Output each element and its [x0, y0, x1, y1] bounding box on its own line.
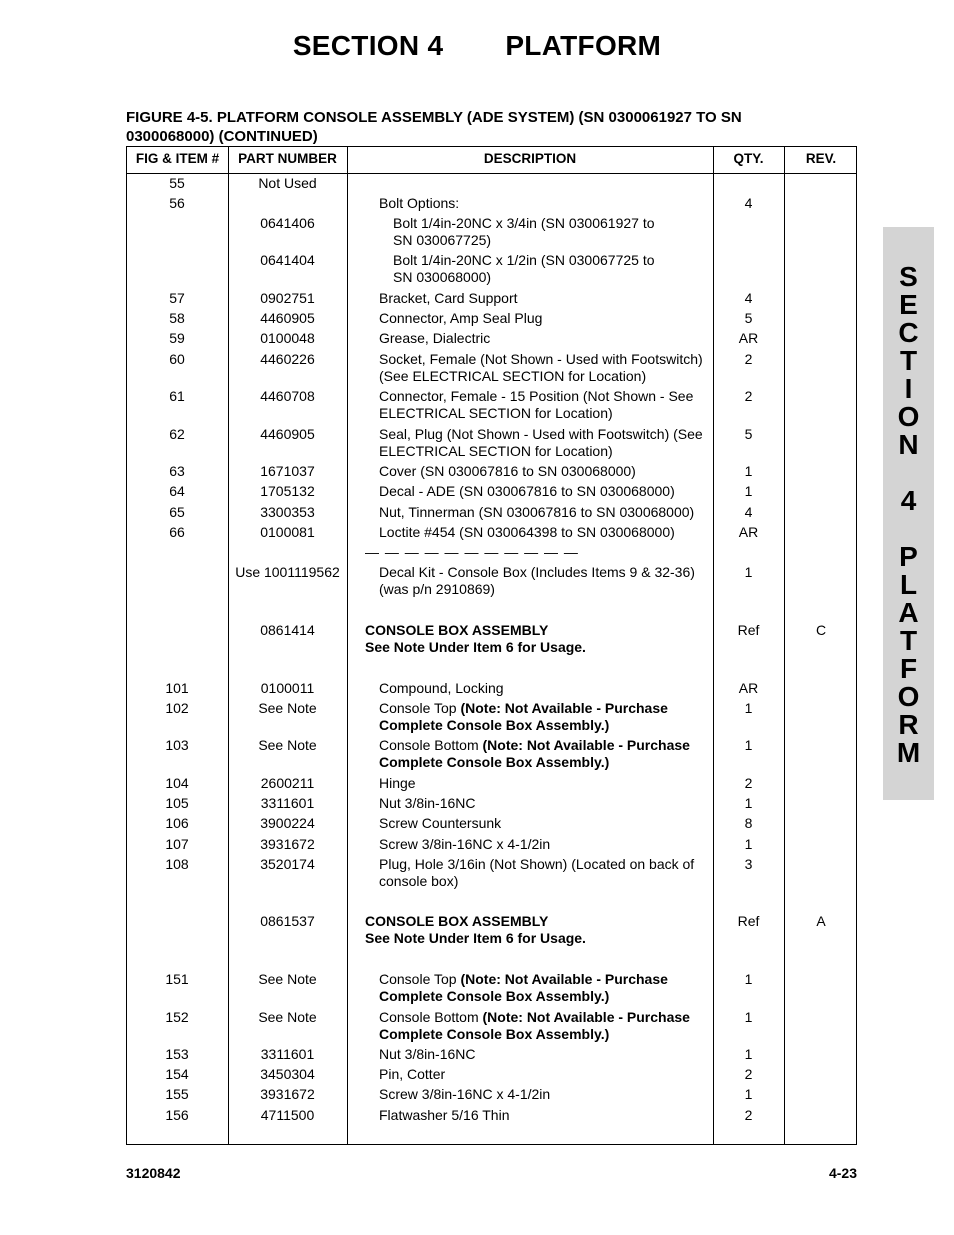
side-tab-letter: T [899, 345, 918, 376]
description [379, 737, 709, 771]
description-text: Grease, Dialectric [379, 330, 491, 346]
description [379, 524, 709, 541]
side-tab-letter: O [897, 681, 920, 712]
item-number: 105 [165, 795, 189, 811]
description [365, 913, 705, 947]
part-number: See Note [258, 971, 317, 987]
description-line-2: (See ELECTRICAL SECTION for Location) [379, 368, 647, 384]
description-note: (Note: Not Available - Purchase [460, 971, 668, 987]
item-number: 107 [165, 836, 189, 852]
item-number: 56 [169, 195, 185, 211]
quantity: 4 [744, 290, 753, 306]
quantity: 3 [744, 856, 753, 872]
item-number: 61 [169, 388, 185, 404]
description [379, 504, 709, 521]
side-tab-letter: L [899, 569, 918, 600]
item-number: 153 [165, 1046, 189, 1062]
part-number: 3311601 [260, 1046, 315, 1062]
quantity: 1 [744, 971, 753, 987]
description-text: Console Bottom [379, 1009, 479, 1025]
description [379, 1046, 709, 1063]
quantity: 1 [744, 1086, 753, 1102]
side-tab-letter: T [899, 625, 918, 656]
quantity: 1 [744, 795, 753, 811]
description-text: CONSOLE BOX ASSEMBLY [365, 622, 549, 638]
description-text: Connector, Female - 15 Position (Not Shown - See [379, 388, 694, 404]
description-text: Flatwasher 5/16 Thin [379, 1107, 510, 1123]
quantity: 2 [744, 775, 753, 791]
description [379, 836, 709, 853]
description [379, 463, 709, 480]
part-number: Use 1001119562 [235, 564, 340, 580]
description-note: (Note: Not Available - Purchase [482, 1009, 690, 1025]
side-tab-letter: E [899, 289, 918, 320]
description-text: Compound, Locking [379, 680, 504, 696]
part-number: 3450304 [260, 1066, 315, 1082]
quantity: 1 [744, 700, 753, 716]
description-note: (Note: Not Available - Purchase [482, 737, 690, 753]
quantity: 1 [744, 1009, 753, 1025]
header-divider [127, 173, 856, 174]
side-tab-letter: S [899, 261, 918, 292]
description [379, 856, 709, 890]
column-header-part-number: PART NUMBER [238, 151, 337, 166]
quantity: 2 [744, 388, 753, 404]
description-note: (Note: Not Available - Purchase [460, 700, 668, 716]
quantity: AR [738, 524, 759, 540]
quantity: 2 [744, 1066, 753, 1082]
part-number: 4460905 [260, 310, 315, 326]
description-text: Socket, Female (Not Shown - Used with Footswitch) [379, 351, 703, 367]
description-text: Screw Countersunk [379, 815, 502, 831]
description-line-2: See Note Under Item 6 for Usage. [365, 930, 586, 946]
part-number: 0100081 [260, 524, 315, 540]
side-tab-letter: I [904, 373, 913, 404]
quantity: 2 [744, 1107, 753, 1123]
description-text: Connector, Amp Seal Plug [379, 310, 543, 326]
description-text: Hinge [379, 775, 416, 791]
part-number: 3520174 [260, 856, 315, 872]
quantity: 5 [744, 310, 753, 326]
description [379, 483, 709, 500]
column-header-qty: QTY. [733, 151, 764, 166]
description-text: Pin, Cotter [379, 1066, 446, 1082]
part-number: 0902751 [260, 290, 315, 306]
section-title [0, 30, 954, 62]
quantity: AR [738, 680, 759, 696]
description [379, 564, 709, 598]
description [379, 971, 709, 1005]
description [379, 1009, 709, 1043]
revision: C [815, 622, 827, 638]
description-line-2: Complete Console Box Assembly.) [379, 754, 610, 770]
quantity: 1 [744, 836, 753, 852]
column-header-description: DESCRIPTION [483, 151, 577, 166]
part-number: 0861414 [260, 622, 315, 638]
section-name: PLATFORM [505, 30, 662, 61]
description-text: Console Top [379, 700, 457, 716]
item-number: 101 [165, 680, 189, 696]
footer-doc-number: 3120842 [126, 1165, 181, 1181]
column-divider [784, 147, 785, 1144]
quantity: 8 [744, 815, 753, 831]
item-number: 59 [169, 330, 185, 346]
description-line-2: Complete Console Box Assembly.) [379, 1026, 610, 1042]
item-number: 63 [169, 463, 185, 479]
description-line-2: (was p/n 2910869) [379, 581, 495, 597]
part-number: Not Used [258, 175, 317, 191]
section-side-tab [883, 227, 934, 800]
section-number: SECTION 4 [292, 30, 444, 61]
side-tab-letter: O [897, 401, 920, 432]
description [379, 388, 709, 422]
quantity: 1 [744, 483, 753, 499]
part-number: 0100011 [260, 680, 315, 696]
description [379, 310, 709, 327]
item-number: 155 [165, 1086, 189, 1102]
item-number: 151 [165, 971, 189, 987]
item-number: 154 [165, 1066, 189, 1082]
part-number: See Note [258, 737, 317, 753]
side-tab-letter: 4 [900, 485, 917, 516]
description-text: Cover (SN 030067816 to SN 030068000) [379, 463, 636, 479]
description-text: Bolt 1/4in-20NC x 1/2in (SN 030067725 to [393, 252, 655, 268]
description-text: Console Bottom [379, 737, 479, 753]
description-line-2: SN 030067725) [393, 232, 492, 248]
part-number: 3931672 [260, 1086, 315, 1102]
item-number: 64 [169, 483, 185, 499]
item-number: 108 [165, 856, 189, 872]
description [379, 815, 709, 832]
description-text: Bolt 1/4in-20NC x 3/4in (SN 030061927 to [393, 215, 655, 231]
quantity: Ref [737, 622, 760, 638]
part-number: 3311601 [260, 795, 315, 811]
description-text: Decal Kit - Console Box (Includes Items 9 & 32-36) [379, 564, 695, 580]
description-line-2: SN 030068000) [393, 269, 492, 285]
item-number: 152 [165, 1009, 189, 1025]
item-number: 104 [165, 775, 189, 791]
description-line-2: See Note Under Item 6 for Usage. [365, 639, 586, 655]
description-line-2: console box) [379, 873, 459, 889]
part-number: 0100048 [260, 330, 315, 346]
part-number: 3931672 [260, 836, 315, 852]
description [379, 680, 709, 697]
quantity: 4 [744, 504, 753, 520]
description [379, 775, 709, 792]
item-number: 60 [169, 351, 185, 367]
description [379, 1107, 709, 1124]
side-tab-letter: A [898, 597, 919, 628]
item-number: 103 [165, 737, 189, 753]
description-line-2: Complete Console Box Assembly.) [379, 988, 610, 1004]
description-text: Seal, Plug (Not Shown - Used with Footswitch) (See [379, 426, 703, 442]
column-divider [347, 147, 348, 1144]
part-number: 4460905 [260, 426, 315, 442]
part-number: 3300353 [260, 504, 315, 520]
column-header-item: FIG & ITEM # [135, 151, 220, 166]
figure-title [126, 108, 826, 146]
item-number: 62 [169, 426, 185, 442]
part-number: 4711500 [260, 1107, 315, 1123]
side-tab-letter: P [899, 541, 918, 572]
quantity: 1 [744, 1046, 753, 1062]
description-text: Console Top [379, 971, 457, 987]
description [379, 351, 709, 385]
description [379, 330, 709, 347]
description-text: Decal - ADE (SN 030067816 to SN 030068000) [379, 483, 675, 499]
description [379, 195, 709, 212]
description-text: Nut 3/8in-16NC [379, 1046, 476, 1062]
description [365, 544, 705, 561]
description-text: Nut 3/8in-16NC [379, 795, 476, 811]
part-number: 1705132 [260, 483, 315, 499]
description-line-2: ELECTRICAL SECTION for Location) [379, 405, 613, 421]
quantity: 1 [744, 463, 753, 479]
description [379, 700, 709, 734]
description-text: Nut, Tinnerman (SN 030067816 to SN 030068000) [379, 504, 695, 520]
description [379, 426, 709, 460]
figure-title-line-1: FIGURE 4-5. PLATFORM CONSOLE ASSEMBLY (ADE SYSTEM) (SN 0300061927 TO SN [126, 109, 742, 126]
side-tab-letter: F [899, 653, 918, 684]
side-tab-letter: M [896, 737, 921, 768]
description-text: Bracket, Card Support [379, 290, 518, 306]
description [393, 215, 709, 249]
part-number: 1671037 [260, 463, 315, 479]
description-text: Screw 3/8in-16NC x 4-1/2in [379, 836, 551, 852]
item-number: 57 [169, 290, 185, 306]
item-number: 65 [169, 504, 185, 520]
parts-table [126, 146, 857, 1145]
description-text: CONSOLE BOX ASSEMBLY [365, 913, 549, 929]
description [379, 290, 709, 307]
quantity: Ref [737, 913, 760, 929]
part-number: See Note [258, 700, 317, 716]
footer-page-number: 4-23 [828, 1165, 857, 1181]
item-number: 156 [165, 1107, 189, 1123]
description-text: Screw 3/8in-16NC x 4-1/2in [379, 1086, 551, 1102]
description-text: Loctite #454 (SN 030064398 to SN 030068000) [379, 524, 675, 540]
part-number: 3900224 [260, 815, 315, 831]
description [365, 622, 705, 656]
quantity: 1 [744, 737, 753, 753]
quantity: AR [738, 330, 759, 346]
description [379, 1086, 709, 1103]
item-number: 55 [169, 175, 185, 191]
description-text: — — — — — — — — — — — [365, 544, 579, 560]
part-number: 2600211 [260, 775, 315, 791]
figure-title-line-2: 0300068000) (CONTINUED) [126, 128, 318, 145]
side-tab-letter: R [898, 709, 919, 740]
part-number: 4460708 [260, 388, 315, 404]
item-number: 106 [165, 815, 189, 831]
part-number: 0861537 [260, 913, 315, 929]
description-text: Plug, Hole 3/16in (Not Shown) (Located on back of [379, 856, 695, 872]
item-number: 58 [169, 310, 185, 326]
quantity: 1 [744, 564, 753, 580]
side-tab-letter: C [898, 317, 919, 348]
quantity: 4 [744, 195, 753, 211]
revision: A [816, 913, 826, 929]
description [379, 1066, 709, 1083]
part-number: See Note [258, 1009, 317, 1025]
description-line-2: ELECTRICAL SECTION for Location) [379, 443, 613, 459]
item-number: 102 [165, 700, 189, 716]
part-number: 4460226 [260, 351, 315, 367]
side-tab-letter: N [898, 429, 919, 460]
description-text: Bolt Options: [379, 195, 460, 211]
part-number: 0641404 [260, 252, 315, 268]
quantity: 5 [744, 426, 753, 442]
description [393, 252, 709, 286]
item-number: 66 [169, 524, 185, 540]
description [379, 795, 709, 812]
quantity: 2 [744, 351, 753, 367]
description-line-2: Complete Console Box Assembly.) [379, 717, 610, 733]
part-number: 0641406 [260, 215, 315, 231]
column-header-rev: REV. [805, 151, 837, 166]
